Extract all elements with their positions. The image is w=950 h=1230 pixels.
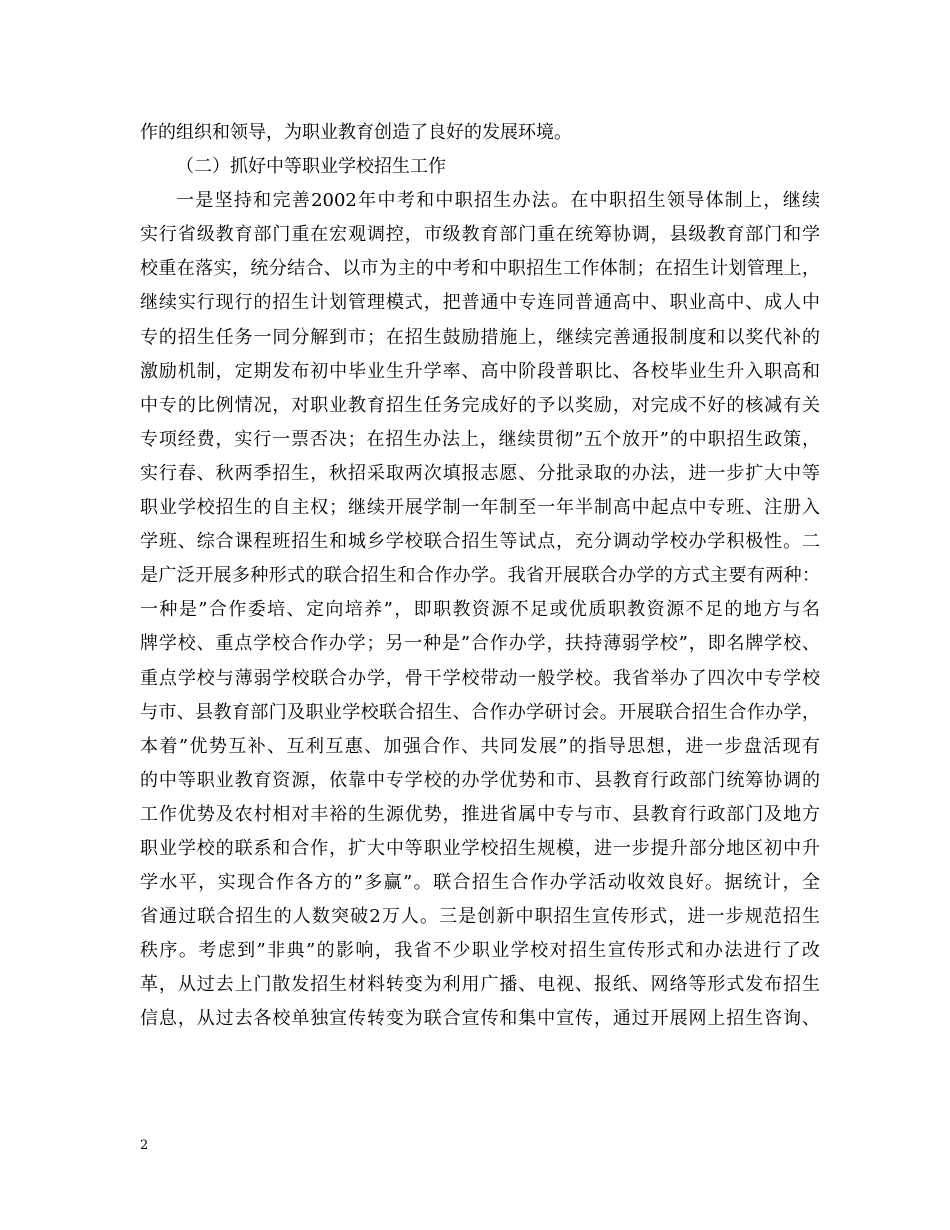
text-line: 职业学校招生的自主权；继续开展学制一年制至一年半制高中起点中专班、注册入 bbox=[140, 497, 820, 519]
text-line: 秩序。考虑到”非典”的影响，我省不少职业学校对招生宣传形式和办法进行了改 bbox=[140, 940, 820, 962]
text-line: 本着”优势互补、互利互惠、加强合作、共同发展”的指导思想，进一步盘活现有 bbox=[140, 735, 820, 757]
text-line: 一种是”合作委培、定向培养”，即职教资源不足或优质职教资源不足的地方与名 bbox=[140, 599, 820, 621]
text-line: 激励机制，定期发布初中毕业生升学率、高中阶段普职比、各校毕业生升入职高和 bbox=[140, 360, 820, 382]
text-line: 重点学校与薄弱学校联合办学，骨干学校带动一般学校。我省举办了四次中专学校 bbox=[140, 667, 820, 689]
text-line: 继续实行现行的招生计划管理模式，把普通中专连同普通高中、职业高中、成人中 bbox=[140, 292, 820, 314]
text-line: 作的组织和领导，为职业教育创造了良好的发展环境。 bbox=[140, 122, 572, 143]
text-line: 专项经费，实行一票否决；在招生办法上，继续贯彻”五个放开”的中职招生政策， bbox=[140, 428, 820, 450]
text-line: 省通过联合招生的人数突破2万人。三是创新中职招生宣传形式，进一步规范招生 bbox=[140, 906, 820, 928]
page-number: 2 bbox=[140, 1138, 149, 1153]
text-line: 是广泛开展多种形式的联合招生和合作办学。我省开展联合办学的方式主要有两种： bbox=[140, 565, 820, 587]
text-line: 专的招生任务一同分解到市；在招生鼓励措施上，继续完善通报制度和以奖代补的 bbox=[140, 326, 820, 348]
text-line: 实行春、秋两季招生，秋招采取两次填报志愿、分批录取的办法，进一步扩大中等 bbox=[140, 462, 820, 484]
text-line: 的中等职业教育资源，依靠中专学校的办学优势和市、县教育行政部门统筹协调的 bbox=[140, 769, 820, 791]
text-line: 职业学校的联系和合作，扩大中等职业学校招生规模，进一步提升部分地区初中升 bbox=[140, 837, 820, 859]
text-line: 革，从过去上门散发招生材料转变为利用广播、电视、报纸、网络等形式发布招生 bbox=[140, 974, 820, 996]
text-line: 与市、县教育部门及职业学校联合招生、合作办学研讨会。开展联合招生合作办学， bbox=[140, 701, 820, 723]
text-line: 一是坚持和完善2002年中考和中职招生办法。在中职招生领导体制上，继续 bbox=[176, 190, 820, 212]
text-line: 牌学校、重点学校合作办学；另一种是”合作办学，扶持薄弱学校”，即名牌学校、 bbox=[140, 633, 820, 655]
text-line: 中专的比例情况，对职业教育招生任务完成好的予以奖励，对完成不好的核减有关 bbox=[140, 394, 820, 416]
text-line: 信息，从过去各校单独宣传转变为联合宣传和集中宣传，通过开展网上招生咨询、 bbox=[140, 1008, 820, 1030]
text-line: 校重在落实，统分结合、以市为主的中考和中职招生工作体制；在招生计划管理上， bbox=[140, 258, 820, 280]
text-line: 工作优势及农村相对丰裕的生源优势，推进省属中专与市、县教育行政部门及地方 bbox=[140, 803, 820, 825]
text-line: （二）抓好中等职业学校招生工作 bbox=[176, 156, 446, 178]
text-line: 实行省级教育部门重在宏观调控，市级教育部门重在统筹协调，县级教育部门和学 bbox=[140, 224, 820, 246]
text-line: 学水平，实现合作各方的”多赢”。联合招生合作办学活动收效良好。据统计，全 bbox=[140, 872, 820, 894]
body-text bbox=[140, 116, 820, 1037]
text-line: 学班、综合课程班招生和城乡学校联合招生等试点，充分调动学校办学积极性。二 bbox=[140, 531, 820, 553]
